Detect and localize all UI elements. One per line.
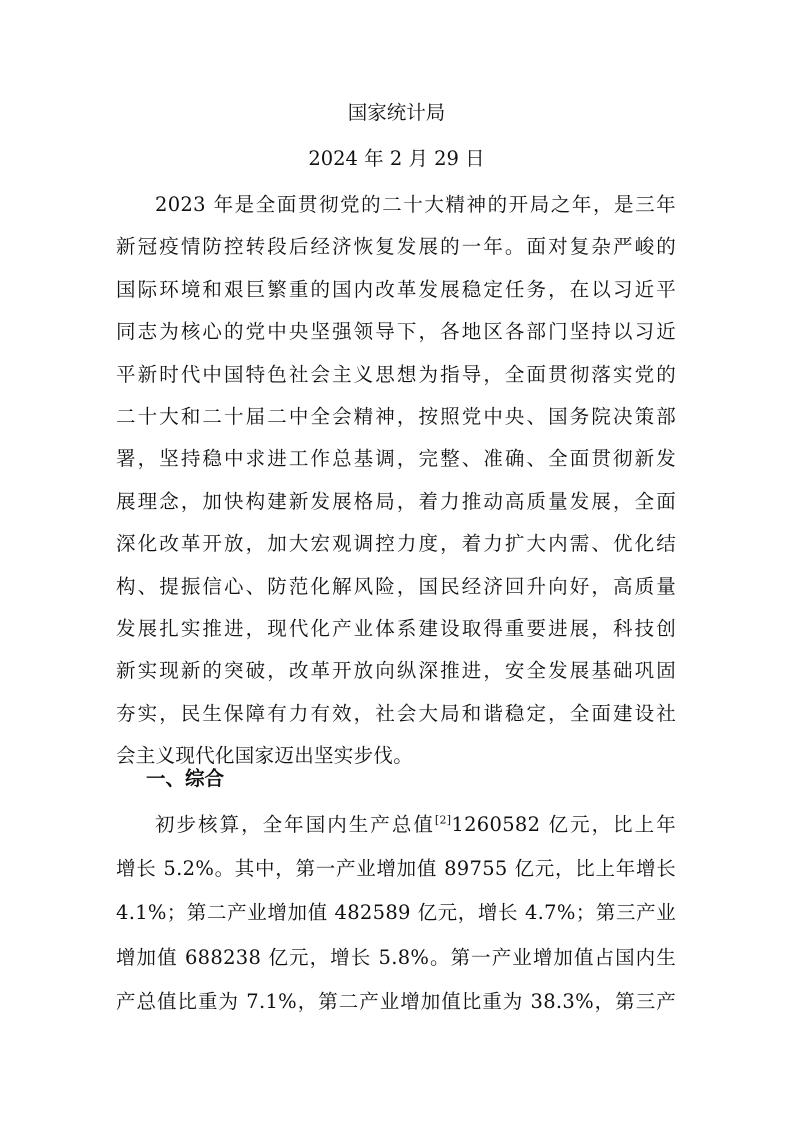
intro-line: 新实现新的突破，改革开放向纵深推进，安全发展基础巩固	[116, 659, 676, 682]
intro-line: 同志为核心的党中央坚强领导下，各地区各部门坚持以习近	[116, 320, 676, 343]
intro-line: 署，坚持稳中求进工作总基调，完整、准确、全面贯彻新发	[116, 447, 676, 470]
intro-line: 会主义现代化国家迈出坚实步伐。	[116, 744, 414, 767]
first-line-after: 1260582 亿元，比上年	[451, 813, 676, 836]
section-1-line: 产总值比重为 7.1%，第二产业增加值比重为 38.3%，第三产	[116, 990, 676, 1013]
intro-line: 平新时代中国特色社会主义思想为指导，全面贯彻落实党的	[116, 363, 676, 386]
issuing-agency: 国家统计局	[347, 101, 446, 124]
intro-line: 二十大和二十届二中全会精神，按照党中央、国务院决策部	[116, 405, 676, 428]
issue-date: 2024 年 2 月 29 日	[308, 147, 485, 170]
footnote-ref: [2]	[434, 813, 452, 827]
intro-line: 发展扎实推进，现代化产业体系建设取得重要进展，科技创	[116, 617, 676, 640]
intro-line: 夯实，民生保障有力有效，社会大局和谐稳定，全面建设社	[116, 702, 676, 725]
intro-line: 展理念，加快构建新发展格局，着力推动高质量发展，全面	[116, 490, 676, 513]
intro-line: 构、提振信心、防范化解风险，国民经济回升向好，高质量	[116, 575, 676, 598]
first-line-before: 初步核算，全年国内生产总值	[155, 813, 435, 836]
section-heading: 一、综合	[146, 767, 225, 790]
section-1-first-line	[155, 813, 676, 837]
section-1-line: 增长 5.2%。其中，第一产业增加值 89755 亿元，比上年增长	[116, 857, 676, 880]
intro-line: 深化改革开放，加大宏观调控力度，着力扩大内需、优化结	[116, 532, 676, 555]
section-1-line: 增加值 688238 亿元，增长 5.8%。第一产业增加值占国内生	[116, 946, 676, 969]
intro-line: 新冠疫情防控转段后经济恢复发展的一年。面对复杂严峻的	[116, 235, 676, 258]
section-1-line: 4.1%；第二产业增加值 482589 亿元，增长 4.7%；第三产业	[116, 901, 676, 924]
intro-line: 2023 年是全面贯彻党的二十大精神的开局之年，是三年	[155, 193, 676, 216]
intro-line: 国际环境和艰巨繁重的国内改革发展稳定任务，在以习近平	[116, 278, 676, 301]
